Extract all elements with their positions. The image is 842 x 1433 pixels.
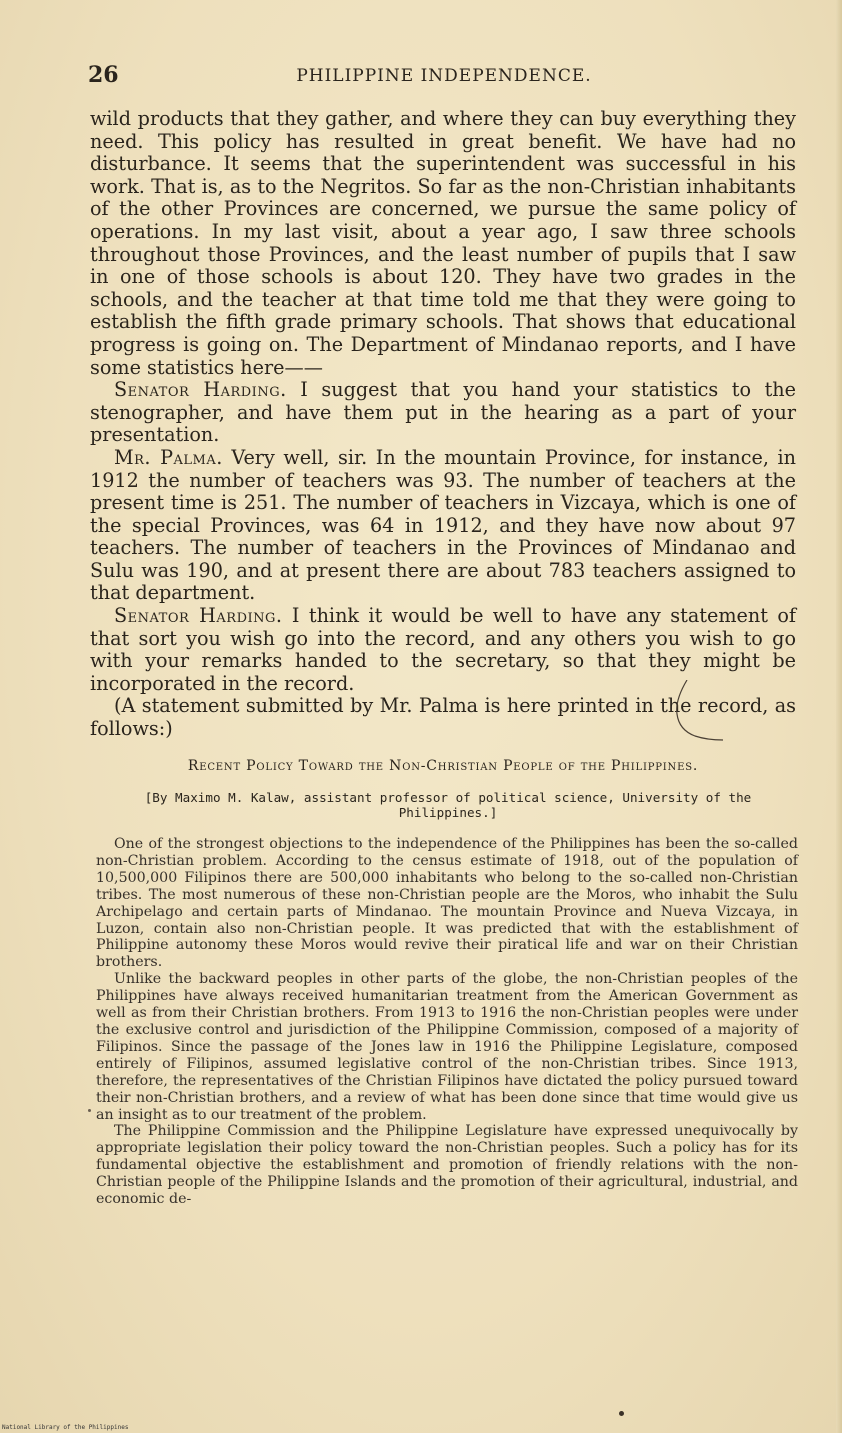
pencil-bracket-mark	[665, 680, 725, 742]
page-number: 26	[88, 62, 119, 88]
paragraph: Unlike the backward peoples in other parts of the globe, the non-Christian peoples of the Philippines have always received humanitarian treatment from the American Government as well as from their Christian brothers. From 1913 to 1916 the non-Christian peoples were under the exclusive control and jurisdiction of the Philippine Commission, composed of a majority of Filipinos. Since the passage of the Jones law in 1916 the Philippine Legislature, composed entirely of Filipinos, assumed legislative control of the non-Christian tribes. Since 1913, therefore, the representatives of the Christian Filipinos have dictated the policy pursued toward their non-Christian brothers, and a review of what has been done since that time would give us an insight as to our treatment of the problem.	[96, 971, 798, 1123]
paragraph	[90, 379, 796, 447]
paragraph	[90, 447, 796, 605]
speech-text: I think it would be well to have any statement of that sort you wish go into the record, and any others you wish to go with your remarks handed to the secretary, so that they might be incorporated in the record.	[90, 604, 796, 695]
paragraph: One of the strongest objections to the independence of the Philippines has been the so-called non-Christian problem. According to the census estimate of 1918, out of the population of 10,500,000 Filipinos there are 500,000 inhabitants who belong to the so-called non-Christian tribes. The most numerous of these non-Christian people are the Moros, who inhabit the Sulu Archipelago and certain parts of Mindanao. The mountain Province and Nueva Vizcaya, in Luzon, contain also non-Christian people. It was predicted that with the establishment of Philippine autonomy these Moros would revive their piratical life and war on their Christian brothers.	[96, 836, 798, 971]
footer-watermark: National Library of the Philippines	[2, 1424, 129, 1431]
speech-text: Very well, sir. In the mountain Province, for instance, in 1912 the number of teachers was 93. The number of teachers at the present time is 251. The number of teachers in Vizcaya, which is one of the special Provinces, was 64 in 1912, and they have now about 97 teachers. The number of teachers in the Provinces of Mindanao and Sulu was 190, and at present there are about 783 teachers assigned to that department.	[90, 445, 796, 605]
paragraph: wild products that they gather, and where they can buy everything they need. This policy has resulted in great benefit. We have had no disturbance. It seems that the superintendent was successful in his work. That is, as to the Negritos. So far as the non-Christian inhabitants of the other Provinces are concerned, we pursue the same policy of operations. In my last visit, about a year ago, I saw three schools throughout those Provinces, and the least number of pupils that I saw in one of those schools is about 120. They have two grades in the schools, and the teacher at that time told me that they were going to establish the fifth grade primary schools. That shows that educational progress is going on. The Department of Mindanao reports, and I have some statistics here——	[90, 107, 796, 379]
section-title: Recent Policy Toward the Non-Christian People of the Philippines.	[187, 758, 699, 774]
page-edge	[836, 0, 842, 1433]
ink-speck	[88, 1109, 91, 1112]
statement-text	[96, 836, 798, 1208]
speaker-name: Senator Harding.	[114, 604, 283, 628]
page-header	[88, 62, 800, 90]
paragraph: The Philippine Commission and the Philippine Legislature have expressed unequivocally by appropriate legislation their policy toward the non-Christian peoples. Such a policy has for its fundamental objective the establishment and promotion of friendly relations with the non-Christian people of the Philippine Islands and the promotion of their agricultural, industrial, and economic de-	[96, 1123, 798, 1208]
paragraph: (A statement submitted by Mr. Palma is here printed in the record, as follows:)	[90, 694, 796, 741]
speaker-name: Senator Harding.	[114, 378, 287, 402]
byline: [By Maximo M. Kalaw, assistant professor of political science, University of the Philippines.]	[144, 790, 752, 820]
speech-text: I suggest that you hand your statistics to the stenographer, and have them put in the hearing as a part of your presentation.	[90, 378, 797, 447]
ink-speck	[619, 1411, 624, 1416]
speaker-name: Mr. Palma.	[114, 445, 223, 469]
hearing-transcript	[90, 108, 796, 741]
running-title: PHILIPPINE INDEPENDENCE.	[296, 66, 592, 86]
